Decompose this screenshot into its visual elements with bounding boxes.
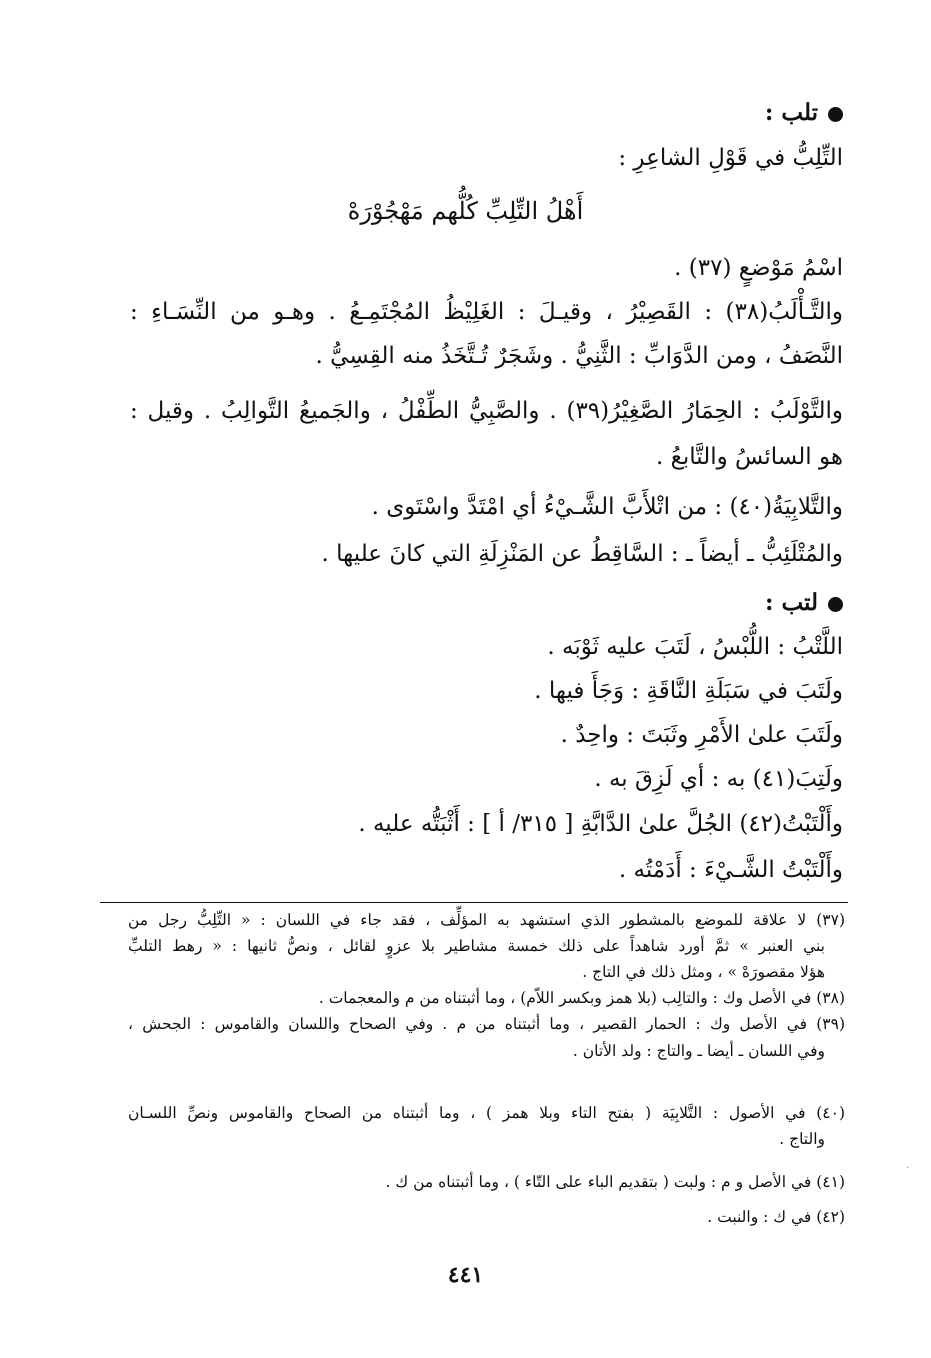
footnote-line: بني العنبر » ثمَّ أورد شاهداً على ذلك خمسة مشاطير بلا عزوٍ لقائل ، ونصُّ ثانيها : « رهط التلبِّ — [128, 937, 825, 955]
scan-speck: · — [906, 1163, 910, 1174]
footnote-line: والتاج . — [779, 1130, 825, 1148]
bullet-icon — [828, 597, 843, 612]
entry-heading-ltb: لتب : — [765, 586, 843, 620]
text-line: ولَتِبَ(٤١) به : أي لَزِقَ به . — [594, 766, 843, 792]
text-line: اللَّتْبُ : اللُّبْسُ ، لَتَبَ عليه ثَوْبَه . — [547, 634, 843, 660]
footnote-line: (٣٩) في الأصل وك : الحمار القصير ، وما أثبتناه من م . وفي الصحاح واللسان والقاموس : الجحش ، — [128, 1015, 845, 1033]
text-line: النَّصَفُ ، ومن الدَّوَابِّ : الثَّنِيُّ . وشَجَرٌ تُـتَّخَذُ منه القِسِيُّ . — [315, 343, 843, 369]
footnote-line: (٤٢) في ك : والنبت . — [707, 1208, 845, 1226]
entry-heading-tlb: تلب : — [765, 96, 843, 130]
text-line: اسْمُ مَوْضعٍ (٣٧) . — [674, 255, 843, 281]
footnote-line: (٤١) في الأصل و م : ولبت ( بتقديم الباء على التّاء ) ، وما أثبتناه من ك . — [385, 1173, 845, 1191]
footnote-line: وفي اللسان ـ أيضا ـ والتاج : ولد الأتان . — [572, 1042, 825, 1060]
bullet-icon — [828, 107, 843, 122]
text-line: ولَتَبَ في سَبَلَةِ النَّاقَةِ : وَجَأَ فيها . — [534, 678, 843, 704]
verse-line: أَهْلُ التِّلِبِّ كُلُّهم مَهْجُوْرَهْ — [347, 197, 584, 225]
text-line: هو السائسُ والتَّابعُ . — [656, 444, 843, 470]
text-line: وأَلْتَبْتُ(٤٢) الجُلَّ علىٰ الدَّابَّةِ [ ٣١٥/ أ ] : أَثْبَتُّه عليه . — [358, 811, 843, 837]
text-line: والتَّوْلَبُ : الحِمَارُ الصَّغِيْرُ(٣٩) . والصَّبِيُّ الطِّفْلُ ، والجَميعُ التَّوالِبُ . وقيل : — [130, 398, 843, 424]
footnote-line: (٣٨) في الأصل وك : والتالِب (بلا همز وبكسر اللاّم) ، وما أثبتناه من م والمعجمات . — [318, 989, 845, 1007]
text-line: والمُتْلَئِبُّ ـ أيضاً ـ : السَّاقِطُ عن المَنْزِلَةِ التي كانَ عليها . — [321, 541, 843, 567]
page-number: ٤٤١ — [447, 1262, 484, 1288]
footnote-line: هؤلا مقصورَهْ » ، ومثل ذلك في التاج . — [582, 963, 825, 981]
text-line: وأَلْتَبْتُ الشَّـيْءَ : أَدَمْتُه . — [618, 857, 843, 883]
footnote-separator — [100, 902, 848, 903]
text-line: والتَّلابِيَةُ(٤٠) : من اتْلأَبَّ الشَّـيْءُ أي امْتَدَّ واسْتَوى . — [371, 494, 843, 520]
text-line: ولَتَبَ علىٰ الأَمْرِ وثَبَتَ : واحِدٌ . — [560, 722, 843, 748]
text-line: التِّلِبُّ في قَوْلِ الشاعِرِ : — [618, 145, 843, 171]
footnote-line: (٤٠) في الأصول : التَّلابِيَة ( بفتح التاء وبلا همز ) ، وما أثبتناه من الصحاح والقاموس ونصِّ اللسـان — [128, 1104, 845, 1122]
text-line: والتَّـأْلَبُ(٣٨) : القَصِيْرُ ، وقيـلَ : الغَلِيْظُ المُجْتَمِـعُ . وهـو من النِّسَـاءِ : — [130, 299, 843, 325]
footnote-line: (٣٧) لا علاقة للموضع بالمشطور الذي استشهد به المؤلِّف ، فقد جاء في اللسان : « التِّلِبُّ رجل من — [128, 911, 845, 929]
